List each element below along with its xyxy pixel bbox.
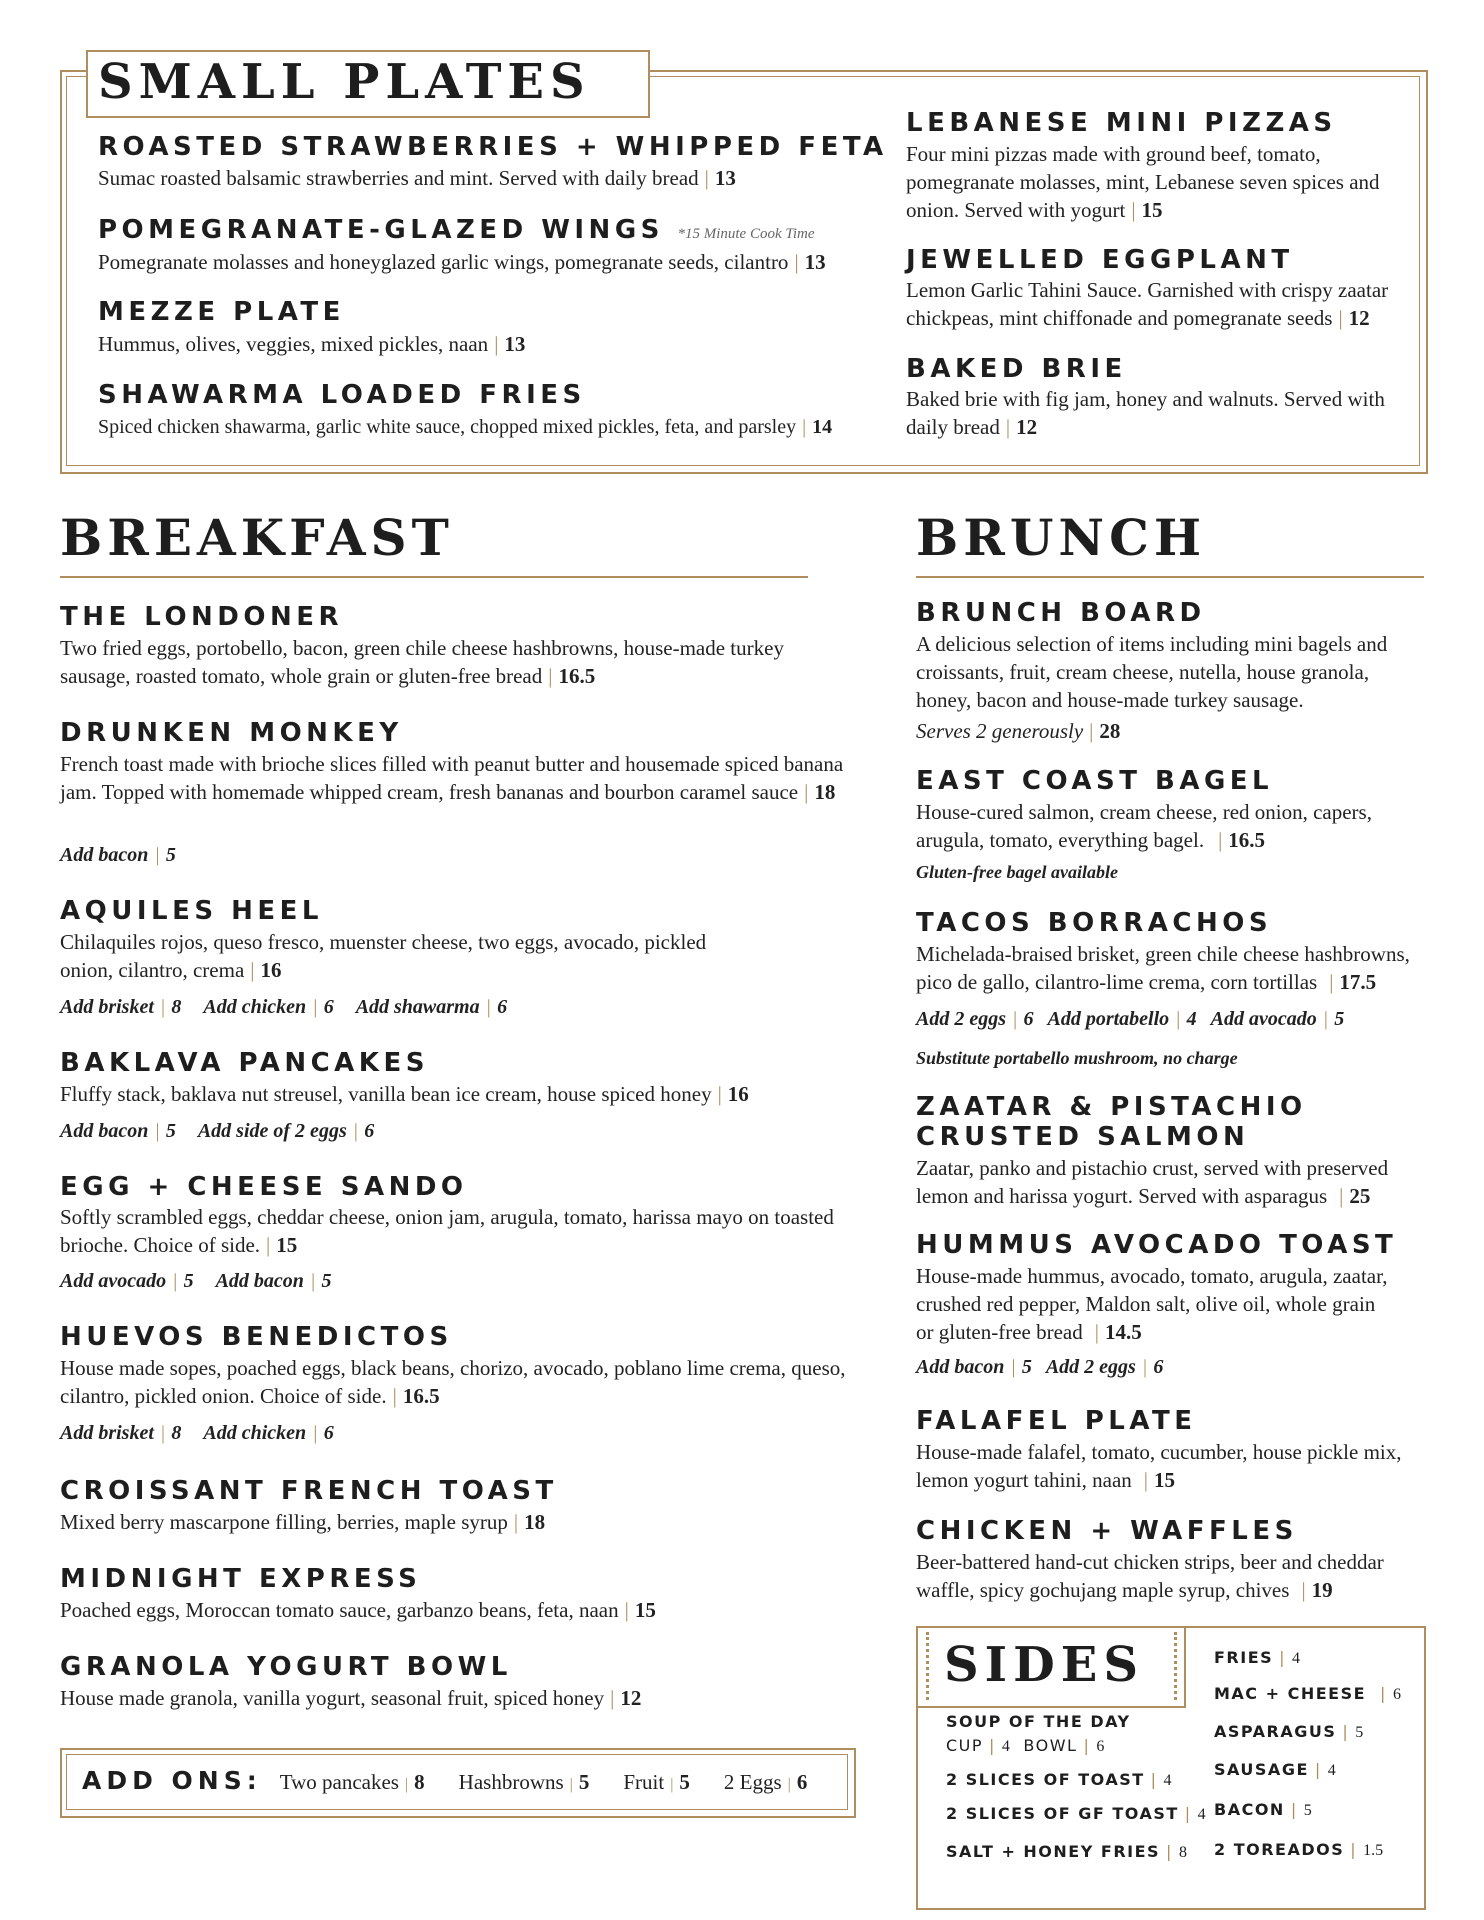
menu-note: Substitute portabello mushroom, no charge (916, 1048, 1238, 1068)
brunch-rule (916, 576, 1424, 578)
brunch-title: BRUNCH (916, 508, 1207, 567)
menu-item-name: AQUILES HEEL (60, 896, 323, 926)
menu-item-name: CROISSANT FRENCH TOAST (60, 1476, 558, 1506)
menu-item-desc: House made sopes, poached eggs, black beans, chorizo, avocado, poblano lime crema, queso, cilantro, pickled onion. Choice of side. | 16.5 (60, 1356, 846, 1408)
menu-item-desc: House made granola, vanilla yogurt, seasonal fruit, spiced honey | 12 (60, 1686, 642, 1710)
menu-item-desc: Two fried eggs, portobello, bacon, green chile cheese hashbrowns, house-made turkey sausage, roasted tomato, whole grain or gluten-free bread | 16.5 (60, 636, 784, 688)
menu-item-name-line2: CRUSTED SALMON (916, 1122, 1250, 1152)
serves-line: Serves 2 generously | 28 (916, 719, 1121, 743)
menu-item-name: ROASTED STRAWBERRIES + WHIPPED FETA (98, 132, 888, 162)
menu-item-desc: House-made falafel, tomato, cucumber, house pickle mix, lemon yogurt tahini, naan | 15 (916, 1440, 1402, 1492)
side-item: ASPARAGUS | 5 (1214, 1722, 1364, 1741)
menu-item-desc: Lemon Garlic Tahini Sauce. Garnished with crispy zaatar chickpeas, mint chiffonade and pomegranate seeds | 12 (906, 278, 1389, 330)
menu-item-name: GRANOLA YOGURT BOWL (60, 1652, 512, 1682)
breakfast-rule (60, 576, 808, 578)
add-on-line: Add bacon | 5 Add side of 2 eggs | 6 (60, 1120, 375, 1142)
menu-item-name: FALAFEL PLATE (916, 1406, 1197, 1436)
small-plates-title: SMALL PLATES (98, 54, 591, 110)
menu-item-desc: House-cured salmon, cream cheese, red onion, capers, arugula, tomato, everything bagel. | 16.5 (916, 800, 1372, 852)
menu-item-desc: Softly scrambled eggs, cheddar cheese, onion jam, arugula, tomato, harissa mayo on toasted brioche. Choice of side. | 15 (60, 1205, 834, 1257)
menu-item-name: EAST COAST BAGEL (916, 766, 1274, 796)
menu-item-name: BAKED BRIE (906, 354, 1127, 384)
menu-item-price: 13 (714, 166, 736, 190)
add-on-line: Add 2 eggs | 6 Add portabello | 4 Add avocado | 5 (916, 1008, 1345, 1030)
menu-item-name: MIDNIGHT EXPRESS (60, 1564, 422, 1594)
add-on-line: Add bacon | 5 Add 2 eggs | 6 (916, 1356, 1164, 1378)
menu-item-name: POMEGRANATE-GLAZED WINGS *15 Minute Cook Time (98, 215, 815, 245)
side-item: 2 SLICES OF GF TOAST | 4 (946, 1804, 1206, 1823)
menu-item-desc: Sumac roasted balsamic strawberries and mint. Served with daily bread | 13 (98, 166, 736, 190)
menu-item-desc: Poached eggs, Moroccan tomato sauce, garbanzo beans, feta, naan | 15 (60, 1598, 656, 1622)
menu-item-desc: Pomegranate molasses and honeyglazed garlic wings, pomegranate seeds, cilantro | 13 (98, 250, 826, 274)
menu-item-desc: A delicious selection of items including mini bagels and croissants, fruit, cream cheese, nutella, house granola, honey, bacon and house-made turkey sausage. (916, 632, 1388, 712)
add-on-line: Add brisket | 8 Add chicken | 6 (60, 1422, 334, 1444)
menu-item-desc: House-made hummus, avocado, tomato, arugula, zaatar, crushed red pepper, Maldon salt, olive oil, whole grain or gluten-free bread | 14.5 (916, 1264, 1388, 1344)
side-item: SAUSAGE | 4 (1214, 1760, 1336, 1779)
side-item: 2 TOREADOS | 1.5 (1214, 1840, 1384, 1859)
menu-item-name: THE LONDONER (60, 602, 344, 632)
menu-item-desc: Baked brie with fig jam, honey and walnuts. Served with daily bread | 12 (906, 387, 1385, 439)
menu-item-name: JEWELLED EGGPLANT (906, 245, 1294, 275)
add-on-line: Add avocado | 5 Add bacon | 5 (60, 1270, 332, 1292)
menu-item-name: CHICKEN + WAFFLES (916, 1516, 1298, 1546)
sides-title-dots-left (926, 1632, 929, 1700)
menu-item-name: ZAATAR & PISTACHIO (916, 1092, 1307, 1122)
side-item: FRIES | 4 (1214, 1648, 1301, 1667)
menu-item-name: TACOS BORRACHOS (916, 908, 1273, 938)
sides-title-dots-right (1174, 1632, 1177, 1700)
breakfast-title: BREAKFAST (60, 508, 454, 567)
menu-item-desc: Chilaquiles rojos, queso fresco, muenster cheese, two eggs, avocado, pickled onion, cilantro, crema | 16 (60, 930, 707, 982)
menu-note: Gluten-free bagel available (916, 862, 1118, 882)
add-on-line: Add brisket | 8 Add chicken | 6 Add shawarma | 6 (60, 996, 508, 1018)
add-on-line: Add bacon | 5 (60, 844, 176, 866)
cook-time-note: *15 Minute Cook Time (677, 226, 815, 242)
side-item: SALT + HONEY FRIES | 8 (946, 1842, 1187, 1861)
menu-item-name: MEZZE PLATE (98, 297, 345, 327)
menu-item-desc: Fluffy stack, baklava nut streusel, vanilla bean ice cream, house spiced honey | 16 (60, 1082, 749, 1106)
menu-item-desc: Beer-battered hand-cut chicken strips, beer and cheddar waffle, spicy gochujang maple syrup, chives | 19 (916, 1550, 1384, 1602)
menu-item-desc: Hummus, olives, veggies, mixed pickles, naan | 13 (98, 332, 526, 356)
menu-item-desc: French toast made with brioche slices filled with peanut butter and housemade spiced banana jam. Topped with homemade whipped cream, fresh bananas and bourbon caramel sauce | 18 (60, 752, 844, 804)
menu-item-name: HUEVOS BENEDICTOS (60, 1322, 453, 1352)
menu-item-desc: Michelada-braised brisket, green chile cheese hashbrowns, pico de gallo, cilantro-lime crema, corn tortillas | 17.5 (916, 942, 1410, 994)
menu-item-desc: Four mini pizzas made with ground beef, tomato, pomegranate molasses, mint, Lebanese seven spices and onion. Served with yogurt | 15 (906, 142, 1380, 222)
menu-item-name: EGG + CHEESE SANDO (60, 1172, 468, 1202)
menu-item-name: DRUNKEN MONKEY (60, 718, 403, 748)
side-item: 2 SLICES OF TOAST | 4 (946, 1770, 1172, 1789)
side-item: MAC + CHEESE | 6 (1214, 1684, 1401, 1703)
menu-item-name: BRUNCH BOARD (916, 598, 1206, 628)
menu-item-desc: Zaatar, panko and pistachio crust, served with preserved lemon and harissa yogurt. Served with asparagus | 25 (916, 1156, 1389, 1208)
menu-item-name: BAKLAVA PANCAKES (60, 1048, 429, 1078)
side-soup-sizes: CUP | 4 BOWL | 6 (946, 1736, 1106, 1755)
side-soup: SOUP OF THE DAY (946, 1712, 1131, 1731)
menu-item-name: HUMMUS AVOCADO TOAST (916, 1230, 1398, 1260)
sides-title: SIDES (944, 1637, 1144, 1693)
add-ons-line: ADD ONS: Two pancakes | 8 Hashbrowns | 5 Fruit | 5 2 Eggs | 6 (82, 1766, 808, 1795)
menu-item-name: LEBANESE MINI PIZZAS (906, 108, 1337, 138)
side-item: BACON | 5 (1214, 1800, 1312, 1819)
menu-item-desc: Mixed berry mascarpone filling, berries, maple syrup | 18 (60, 1510, 546, 1534)
menu-item-name: SHAWARMA LOADED FRIES (98, 380, 586, 410)
add-ons-label: ADD ONS: (82, 1766, 262, 1795)
menu-item-desc: Spiced chicken shawarma, garlic white sauce, chopped mixed pickles, feta, and parsley | 14 (98, 416, 833, 438)
